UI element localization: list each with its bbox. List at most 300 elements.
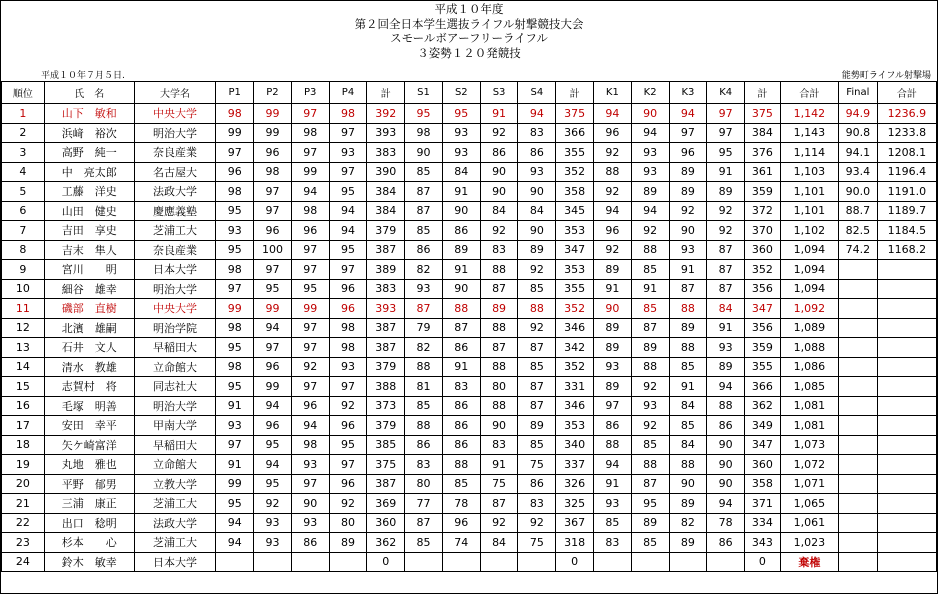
table-cell [405, 552, 443, 572]
table-cell: 87 [631, 474, 669, 494]
table-cell [329, 552, 367, 572]
table-cell: 89 [593, 338, 631, 358]
table-cell: 15 [2, 377, 45, 397]
table-cell: 96 [329, 416, 367, 436]
table-row [2, 416, 937, 436]
table-cell: 393 [367, 123, 405, 143]
table-cell: 83 [405, 455, 443, 475]
table-cell: 93 [518, 162, 556, 182]
table-cell: 83 [480, 435, 518, 455]
table-cell: 86 [442, 396, 480, 416]
table-cell: 明治大学 [134, 123, 216, 143]
table-cell: 94 [707, 377, 745, 397]
table-cell: 丸地 雅也 [44, 455, 134, 475]
table-row [2, 396, 937, 416]
table-cell: 86 [442, 338, 480, 358]
table-cell: 91 [216, 396, 254, 416]
table-cell: 376 [745, 143, 781, 163]
table-cell: 91 [631, 279, 669, 299]
table-cell: 87 [442, 318, 480, 338]
table-cell: 85 [631, 435, 669, 455]
table-cell: 6 [2, 201, 45, 221]
table-cell: 9 [2, 260, 45, 280]
table-cell: 早稲田大 [134, 338, 216, 358]
table-cell: 360 [745, 240, 781, 260]
table-cell: 92 [707, 201, 745, 221]
table-cell: 87 [518, 396, 556, 416]
table-cell: 93 [254, 533, 292, 553]
table-cell: 367 [556, 513, 594, 533]
table-cell: 97 [254, 201, 292, 221]
table-cell: 359 [745, 182, 781, 202]
table-cell: 89 [593, 260, 631, 280]
table-cell: 96 [593, 221, 631, 241]
table-cell: 棄権 [780, 552, 838, 572]
table-cell: 93 [216, 221, 254, 241]
table-cell: 91 [442, 182, 480, 202]
table-row [2, 260, 937, 280]
table-cell: 96 [254, 416, 292, 436]
table-cell: 93 [593, 494, 631, 514]
table-cell: 89 [631, 513, 669, 533]
table-row [2, 279, 937, 299]
table-cell: 383 [367, 143, 405, 163]
table-cell: 393 [367, 299, 405, 319]
table-cell: 82 [405, 338, 443, 358]
table-cell: 345 [556, 201, 594, 221]
table-cell: 平野 郁男 [44, 474, 134, 494]
table-cell: 98 [329, 338, 367, 358]
table-cell: 86 [291, 533, 329, 553]
table-cell: 84 [669, 396, 707, 416]
column-header: 順位 [2, 82, 45, 104]
table-cell: 96 [216, 162, 254, 182]
table-cell: 1,103 [780, 162, 838, 182]
table-cell: 84 [480, 201, 518, 221]
table-cell: 352 [745, 260, 781, 280]
table-cell: 379 [367, 221, 405, 241]
table-cell: 358 [556, 182, 594, 202]
table-cell: 0 [367, 552, 405, 572]
table-cell: 1,094 [780, 260, 838, 280]
table-cell: 95 [291, 279, 329, 299]
table-cell: 1,089 [780, 318, 838, 338]
table-cell [877, 396, 936, 416]
table-cell: 8 [2, 240, 45, 260]
table-cell: 353 [556, 260, 594, 280]
event-date: 平成１０年７月５日. [41, 71, 125, 81]
table-cell: 宮川 明 [44, 260, 134, 280]
table-row [2, 318, 937, 338]
table-cell: 92 [631, 416, 669, 436]
table-cell: 90 [593, 299, 631, 319]
table-cell: 84 [480, 533, 518, 553]
table-cell [838, 338, 877, 358]
table-cell: 1,061 [780, 513, 838, 533]
table-cell: 13 [2, 338, 45, 358]
table-cell: 87 [707, 279, 745, 299]
table-cell [877, 455, 936, 475]
table-cell: 山下 敏和 [44, 104, 134, 124]
table-cell: 98 [329, 104, 367, 124]
table-cell: 99 [216, 474, 254, 494]
table-cell: 96 [254, 357, 292, 377]
table-cell: 384 [745, 123, 781, 143]
table-cell: 89 [480, 299, 518, 319]
table-cell: 88 [669, 338, 707, 358]
table-cell: 95 [405, 104, 443, 124]
table-cell: 88 [593, 162, 631, 182]
table-cell: 88 [480, 260, 518, 280]
table-cell: 奈良産業 [134, 240, 216, 260]
title-line-4: ３姿勢１２０発競技 [417, 45, 521, 60]
table-cell: 安田 幸平 [44, 416, 134, 436]
table-cell: 95 [631, 494, 669, 514]
table-cell: 91 [669, 260, 707, 280]
table-cell: 工藤 洋史 [44, 182, 134, 202]
table-cell: 90 [707, 435, 745, 455]
table-cell: 立命館大 [134, 357, 216, 377]
table-cell: 96 [329, 279, 367, 299]
table-cell: 88 [669, 455, 707, 475]
table-cell: 349 [745, 416, 781, 436]
table-cell: 97 [254, 338, 292, 358]
table-cell: 1236.9 [877, 104, 936, 124]
table-cell: 91 [216, 455, 254, 475]
table-cell: 明治大学 [134, 396, 216, 416]
table-cell: 1 [2, 104, 45, 124]
column-header: P3 [291, 82, 329, 104]
table-cell [877, 318, 936, 338]
column-header: 計 [745, 82, 781, 104]
table-cell [518, 552, 556, 572]
table-cell [838, 552, 877, 572]
table-cell: 85 [631, 260, 669, 280]
table-cell [838, 455, 877, 475]
table-cell: 366 [556, 123, 594, 143]
table-cell: 371 [745, 494, 781, 514]
table-cell: 96 [669, 143, 707, 163]
table-cell [669, 552, 707, 572]
table-row [2, 240, 937, 260]
table-cell: 1,101 [780, 182, 838, 202]
table-cell: 92 [329, 396, 367, 416]
table-cell: 93 [631, 162, 669, 182]
table-cell [877, 260, 936, 280]
table-cell: 19 [2, 455, 45, 475]
table-cell: 94 [291, 416, 329, 436]
table-cell: 85 [518, 279, 556, 299]
table-cell: 361 [745, 162, 781, 182]
table-cell [838, 318, 877, 338]
table-cell: 86 [707, 416, 745, 436]
table-cell: 89 [669, 318, 707, 338]
table-cell: 342 [556, 338, 594, 358]
table-cell: 86 [442, 416, 480, 436]
table-cell: 96 [593, 123, 631, 143]
table-cell [877, 338, 936, 358]
table-cell [707, 552, 745, 572]
table-cell [877, 357, 936, 377]
table-cell: 82.5 [838, 221, 877, 241]
table-cell: 96 [254, 221, 292, 241]
table-cell: 90 [518, 221, 556, 241]
table-cell: 立教大学 [134, 474, 216, 494]
table-cell: 1208.1 [877, 143, 936, 163]
table-cell: 387 [367, 240, 405, 260]
table-cell: 94 [254, 318, 292, 338]
table-cell: 84 [669, 435, 707, 455]
column-header: S2 [442, 82, 480, 104]
table-cell: 84 [518, 201, 556, 221]
table-cell: 383 [367, 279, 405, 299]
table-cell: 87 [669, 279, 707, 299]
table-cell: 95 [216, 240, 254, 260]
table-cell [877, 552, 936, 572]
column-header: 氏 名 [44, 82, 134, 104]
table-cell: 立命館大 [134, 455, 216, 475]
table-cell: 346 [556, 396, 594, 416]
table-cell: 87 [631, 318, 669, 338]
table-cell: 高野 純一 [44, 143, 134, 163]
table-cell: 88.7 [838, 201, 877, 221]
table-cell: 1,072 [780, 455, 838, 475]
table-cell: 98 [405, 123, 443, 143]
column-header: 合計 [780, 82, 838, 104]
table-cell: 355 [556, 279, 594, 299]
table-cell: 92 [518, 260, 556, 280]
table-cell: 86 [518, 143, 556, 163]
table-cell: 93 [405, 279, 443, 299]
table-cell: 87 [480, 494, 518, 514]
table-row [2, 143, 937, 163]
table-cell [631, 552, 669, 572]
table-cell: 92 [593, 182, 631, 202]
table-cell: 83 [593, 533, 631, 553]
table-cell: 90 [442, 201, 480, 221]
table-cell: 90 [480, 162, 518, 182]
table-cell: 385 [367, 435, 405, 455]
table-cell: 96 [442, 513, 480, 533]
column-header: 大学名 [134, 82, 216, 104]
table-cell: 細谷 雄幸 [44, 279, 134, 299]
table-cell: 87 [405, 513, 443, 533]
table-cell: 331 [556, 377, 594, 397]
table-cell: 87 [405, 201, 443, 221]
column-header: 計 [367, 82, 405, 104]
table-cell: 86 [442, 435, 480, 455]
title-line-1: 平成１０年度 [434, 2, 504, 16]
table-cell: 83 [480, 240, 518, 260]
table-cell: 1,102 [780, 221, 838, 241]
table-cell [291, 552, 329, 572]
table-cell: 1184.5 [877, 221, 936, 241]
table-cell: 92 [593, 240, 631, 260]
table-cell: 384 [367, 182, 405, 202]
table-cell: 89 [518, 240, 556, 260]
table-cell: 85 [442, 474, 480, 494]
table-cell: 94.1 [838, 143, 877, 163]
table-cell: 90.0 [838, 182, 877, 202]
table-cell: 名古屋大 [134, 162, 216, 182]
table-row [2, 201, 937, 221]
table-cell: 384 [367, 201, 405, 221]
table-cell: 85 [593, 513, 631, 533]
table-cell: 87 [707, 260, 745, 280]
column-header: S4 [518, 82, 556, 104]
table-row [2, 123, 937, 143]
table-cell: 92 [291, 357, 329, 377]
column-header: 合計 [877, 82, 936, 104]
table-cell: 98 [291, 201, 329, 221]
table-cell: 88 [631, 240, 669, 260]
table-cell: 芝浦工大 [134, 494, 216, 514]
table-cell: 352 [556, 299, 594, 319]
table-cell: 356 [745, 279, 781, 299]
table-cell [877, 474, 936, 494]
table-cell: 362 [745, 396, 781, 416]
table-cell: 88 [480, 318, 518, 338]
table-cell: 98 [216, 260, 254, 280]
table-cell [877, 513, 936, 533]
table-cell: 91 [480, 104, 518, 124]
table-cell: 94 [254, 396, 292, 416]
table-cell: 85 [669, 357, 707, 377]
table-cell: 法政大学 [134, 182, 216, 202]
table-cell: 94 [216, 513, 254, 533]
table-cell: 1,065 [780, 494, 838, 514]
table-cell: 82 [405, 260, 443, 280]
table-cell: 85 [631, 299, 669, 319]
table-cell: 94 [631, 123, 669, 143]
table-cell: 94 [518, 104, 556, 124]
table-cell: 84 [707, 299, 745, 319]
table-cell: 95 [254, 474, 292, 494]
column-header: K1 [593, 82, 631, 104]
table-cell: 85 [405, 396, 443, 416]
table-cell: 96 [329, 299, 367, 319]
table-cell: 86 [480, 143, 518, 163]
table-cell: 北濱 雄嗣 [44, 318, 134, 338]
table-cell: 97 [707, 123, 745, 143]
table-cell: 355 [745, 357, 781, 377]
table-cell: 88 [707, 396, 745, 416]
table-cell: 83 [518, 494, 556, 514]
table-cell [877, 494, 936, 514]
table-cell: 375 [367, 455, 405, 475]
table-cell: 93 [631, 143, 669, 163]
table-cell: 山田 健史 [44, 201, 134, 221]
table-cell: 95 [707, 143, 745, 163]
table-cell: 93 [254, 513, 292, 533]
table-cell: 芝浦工大 [134, 533, 216, 553]
table-cell: 98 [216, 357, 254, 377]
table-cell: 浜﨑 裕次 [44, 123, 134, 143]
table-cell: 93 [291, 513, 329, 533]
table-cell [838, 377, 877, 397]
table-cell: 75 [518, 455, 556, 475]
column-header: P4 [329, 82, 367, 104]
table-cell: 80 [329, 513, 367, 533]
table-cell [838, 299, 877, 319]
table-cell: 90 [669, 221, 707, 241]
table-cell: 92 [480, 221, 518, 241]
table-cell: 奈良産業 [134, 143, 216, 163]
table-cell: 92 [254, 494, 292, 514]
table-cell: 88 [442, 455, 480, 475]
table-cell: 89 [669, 182, 707, 202]
table-row [2, 182, 937, 202]
table-row [2, 104, 937, 124]
table-cell: 91 [480, 455, 518, 475]
table-cell: 94 [593, 455, 631, 475]
table-cell: 10 [2, 279, 45, 299]
column-header: S3 [480, 82, 518, 104]
table-cell: 2 [2, 123, 45, 143]
table-cell: 85 [405, 162, 443, 182]
title-line-3: スモールボアーフリーライフル [390, 31, 548, 45]
table-cell: 334 [745, 513, 781, 533]
table-cell: 79 [405, 318, 443, 338]
table-cell: 96 [329, 474, 367, 494]
table-cell: 356 [745, 318, 781, 338]
table-cell: 352 [556, 162, 594, 182]
table-cell: 12 [2, 318, 45, 338]
table-cell: 90 [405, 143, 443, 163]
table-cell: 99 [254, 377, 292, 397]
table-cell: 88 [405, 416, 443, 436]
table-cell: 74 [442, 533, 480, 553]
table-cell: 三浦 康正 [44, 494, 134, 514]
table-row [2, 299, 937, 319]
table-cell: 88 [518, 299, 556, 319]
table-cell: 95 [216, 338, 254, 358]
table-cell: 88 [442, 299, 480, 319]
table-cell: 89 [669, 162, 707, 182]
table-cell: 97 [329, 260, 367, 280]
table-row [2, 357, 937, 377]
table-cell: 93 [669, 240, 707, 260]
table-cell: 94 [593, 104, 631, 124]
table-cell: 中 亮太郎 [44, 162, 134, 182]
table-cell: 392 [367, 104, 405, 124]
table-cell: 87 [405, 182, 443, 202]
table-cell: 353 [556, 221, 594, 241]
table-cell: 358 [745, 474, 781, 494]
table-cell: 90 [631, 104, 669, 124]
table-cell: 1,081 [780, 396, 838, 416]
table-cell: 91 [442, 357, 480, 377]
table-cell: 97 [254, 182, 292, 202]
table-cell: 矢ケ崎富洋 [44, 435, 134, 455]
table-cell: 91 [593, 474, 631, 494]
table-cell: 98 [216, 182, 254, 202]
table-cell: 93 [216, 416, 254, 436]
table-cell: 1,085 [780, 377, 838, 397]
table-cell: 99 [291, 162, 329, 182]
table-cell: 明治大学 [134, 279, 216, 299]
table-cell: 1,143 [780, 123, 838, 143]
table-cell: 吉末 隼人 [44, 240, 134, 260]
table-row [2, 552, 937, 572]
table-cell: 362 [367, 533, 405, 553]
table-cell: 87 [518, 338, 556, 358]
table-cell: 87 [480, 279, 518, 299]
table-cell [593, 552, 631, 572]
table-row [2, 494, 937, 514]
table-cell: 1,101 [780, 201, 838, 221]
table-cell: 97 [291, 104, 329, 124]
